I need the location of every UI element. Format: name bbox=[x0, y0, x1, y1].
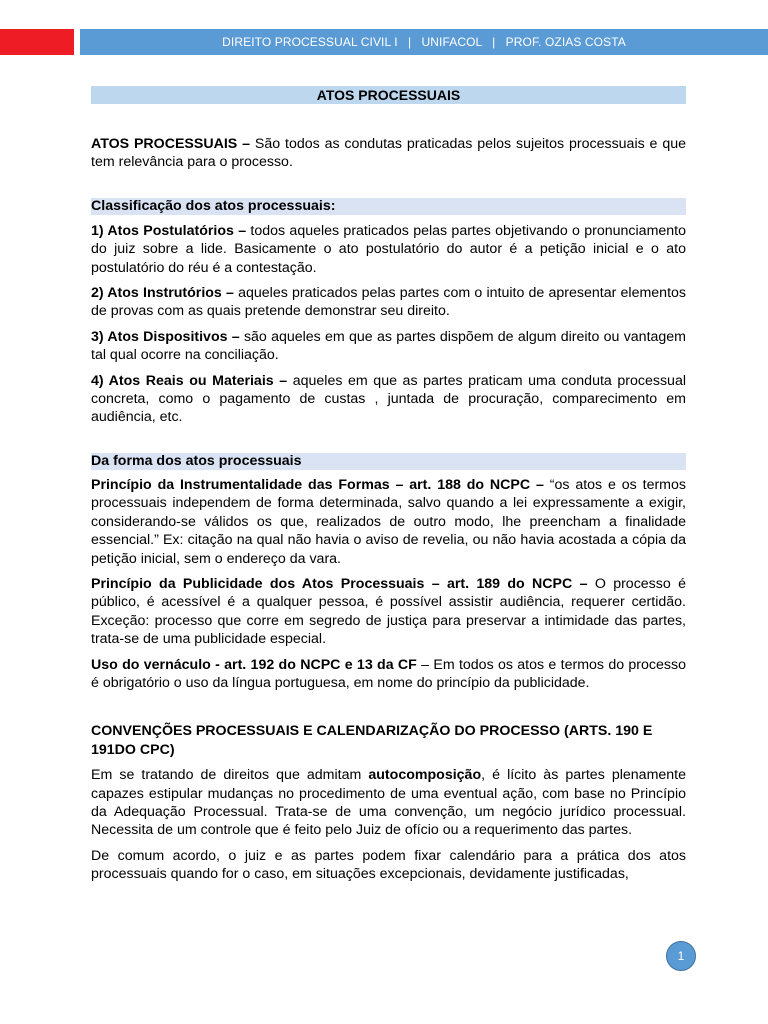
list-item-term: 3) Atos Dispositivos – bbox=[91, 328, 240, 345]
list-item-text: aqueles praticados pelas partes com o intuito de apresentar elementos de provas com as quais pretende demonstrar seu direito. bbox=[91, 285, 686, 320]
list-item bbox=[91, 222, 686, 277]
section-heading-convencoes: CONVENÇÕES PROCESSUAIS E CALENDARIZAÇÃO DO PROCESSO (ARTS. 190 E 191DO CPC) bbox=[91, 723, 653, 758]
principle-term: Uso do vernáculo - art. 192 do NCPC e 13 da CF bbox=[91, 656, 417, 673]
principle-term: Princípio da Instrumentalidade das Formas – art. 188 do NCPC – bbox=[91, 476, 544, 493]
header-red-block bbox=[0, 29, 74, 55]
principle-text: – Em todos os atos e termos do processo é obrigatório o uso da língua portuguesa, em nome do princípio da publicidade. bbox=[91, 656, 686, 691]
convencoes-text: Em se tratando de direitos que admitam bbox=[91, 767, 369, 784]
page-number-badge bbox=[666, 941, 696, 971]
list-item bbox=[91, 284, 686, 321]
page-title: ATOS PROCESSUAIS bbox=[91, 86, 686, 104]
header-banner-text: DIREITO PROCESSUAL CIVIL I | UNIFACOL | PROF. OZIAS COSTA bbox=[222, 35, 626, 49]
list-item-term: 4) Atos Reais ou Materiais – bbox=[91, 372, 288, 389]
section-heading-classificacao: Classificação dos atos processuais: bbox=[91, 198, 686, 215]
calendarizacao-paragraph: De comum acordo, o juiz e as partes podem fixar calendário para a prática dos atos processuais quando for o caso, em situações excepcionais, devidamente justificadas, bbox=[91, 847, 686, 883]
list-item-text: todos aqueles praticados pelas partes objetivando o pronunciamento do juiz sobre a lide. Basicamente o ato postulatório do autor é a petição inicial e o ato postulatório do réu é a contestação. bbox=[91, 222, 686, 276]
principle-paragraph bbox=[91, 476, 686, 568]
section-heading-forma: Da forma dos atos processuais bbox=[91, 453, 686, 470]
intro-paragraph bbox=[91, 135, 686, 172]
page-number: 1 bbox=[677, 949, 685, 963]
convencoes-text: , é lícito às partes plenamente capazes estipular mudanças no procedimento de uma eventual ação, com base no Princípio da Adequação Processual. Trata-se de uma convenção, um negócio jurídico processual. Necessita de um controle que é feito pelo Juiz de ofício ou a requerimento das partes. bbox=[91, 767, 686, 839]
principle-text: O processo é público, é acessível é a qualquer pessoa, é possível assistir audiência, requerer certidão. Exceção: processo que corre em segredo de justiça para preservar a intimidade das partes, trata-se de uma publicidade especial. bbox=[91, 575, 686, 648]
principle-text: “os atos e os termos processuais independem de forma determinada, salvo quando a lei expressamente a exigir, considerando-se válidos os que, realizados de outro modo, lhe preencham a finalidade essencial.” Ex: citação na qual não havia o aviso de revelia, ou não havia acostada a cópia da petição inicial, sem o endereço da vara. bbox=[91, 476, 686, 567]
principle-term: Princípio da Publicidade dos Atos Processuais – art. 189 do NCPC – bbox=[91, 575, 588, 592]
header-banner bbox=[80, 29, 768, 55]
convencoes-paragraph bbox=[91, 766, 686, 840]
list-item bbox=[91, 372, 686, 427]
intro-text: São todos as condutas praticadas pelos sujeitos processuais e que tem relevância para o processo. bbox=[91, 136, 686, 171]
document-body bbox=[91, 86, 686, 884]
list-item-term: 1) Atos Postulatórios – bbox=[91, 222, 247, 239]
principle-paragraph bbox=[91, 656, 686, 693]
list-item bbox=[91, 328, 686, 365]
list-item-text: são aqueles em que as partes dispõem de algum direito ou vantagem tal qual ocorre na conciliação. bbox=[91, 328, 687, 364]
intro-term: ATOS PROCESSUAIS – bbox=[91, 136, 251, 152]
list-item-term: 2) Atos Instrutórios – bbox=[91, 285, 234, 302]
principle-paragraph bbox=[91, 575, 686, 649]
list-item-text: aqueles em que as partes praticam uma conduta processual concreta, como o pagamento de custas , juntada de procuração, comparecimento em audiência, etc. bbox=[91, 372, 686, 426]
convencoes-term: autocomposição bbox=[368, 767, 482, 784]
